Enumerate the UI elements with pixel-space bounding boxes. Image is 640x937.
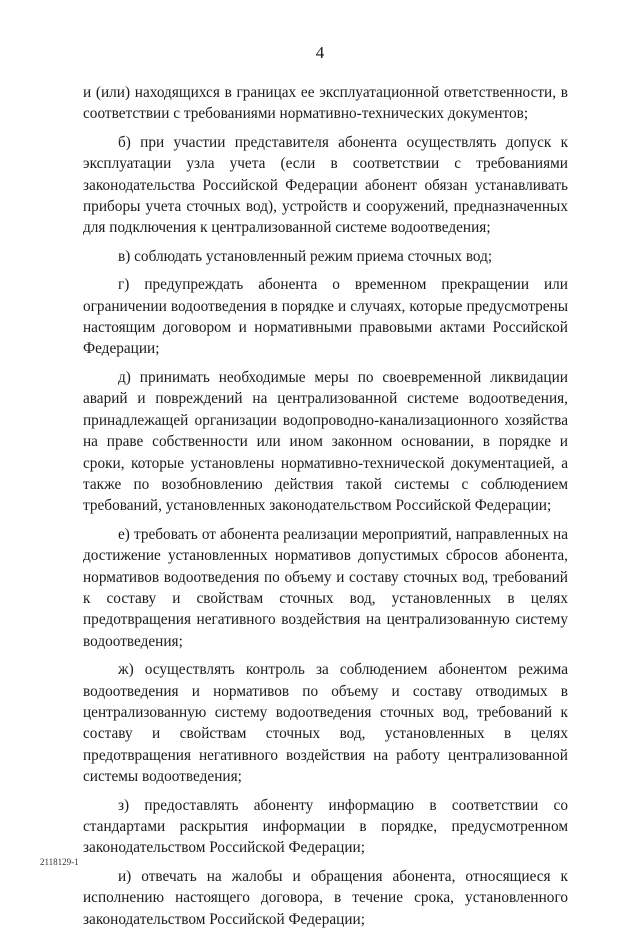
paragraph-item-i: и) отвечать на жалобы и обращения абонента, относящиеся к исполнению настоящего договора, в течение срока, установленного законодательством Российской Федерации; [83, 867, 568, 928]
paragraph-item-z: з) предоставлять абоненту информацию в соответствии со стандартами раскрытия информации в порядке, предусмотренном законодательством Российской Федерации; [83, 796, 568, 857]
document-body [83, 82, 568, 937]
page-number: 4 [315, 43, 325, 62]
paragraph-continuation: и (или) находящихся в границах ее эксплуатационной ответственности, в соответствии с требованиями нормативно-технических документов; [83, 84, 568, 123]
paragraph-item-e: е) требовать от абонента реализации мероприятий, направленных на достижение установленных нормативов допустимых сбросов абонента, нормативов водоотведения по объему и составу сточных вод, требований к составу и свойствам сточных вод, установленных в целях предотвращения негативного воздействия на централизованную систему водоотведения; [83, 525, 568, 650]
paragraph-item-v: в) соблюдать установленный режим приема сточных вод; [118, 247, 493, 265]
paragraph-item-g: г) предупреждать абонента о временном прекращении или ограничении водоотведения в порядке и случаях, которые предусмотрены настоящим договором и нормативными правовыми актами Российской Федерации; [83, 276, 568, 358]
paragraph-item-d: д) принимать необходимые меры по своевременной ликвидации аварий и повреждений на централизованной системе водоотведения, принадлежащей организации водопроводно-канализационного хозяйства на праве собственности или ином законном основании, в порядке и сроки, которые установлены нормативно-технической документацией, а также по возобновлению действия такой системы с соблюдением требований, установленных законодательством Российской Федерации; [83, 368, 568, 515]
paragraph-item-zh: ж) осуществлять контроль за соблюдением абонентом режима водоотведения и нормативов по объему и составу отводимых в централизованную систему водоотведения сточных вод, требований к составу и свойствам сточных вод, установленных в целях предотвращения негативного воздействия на работу централизованной системы водоотведения; [83, 661, 568, 786]
paragraph-item-b: б) при участии представителя абонента осуществлять допуск к эксплуатации узла учета (если в соответствии с требованиями законодательства Российской Федерации абонент обязан устанавливать приборы учета сточных вод), устройств и сооружений, предназначенных для подключения к централизованной системе водоотведения; [83, 133, 568, 237]
document-id: 2118129-1 [40, 857, 79, 867]
